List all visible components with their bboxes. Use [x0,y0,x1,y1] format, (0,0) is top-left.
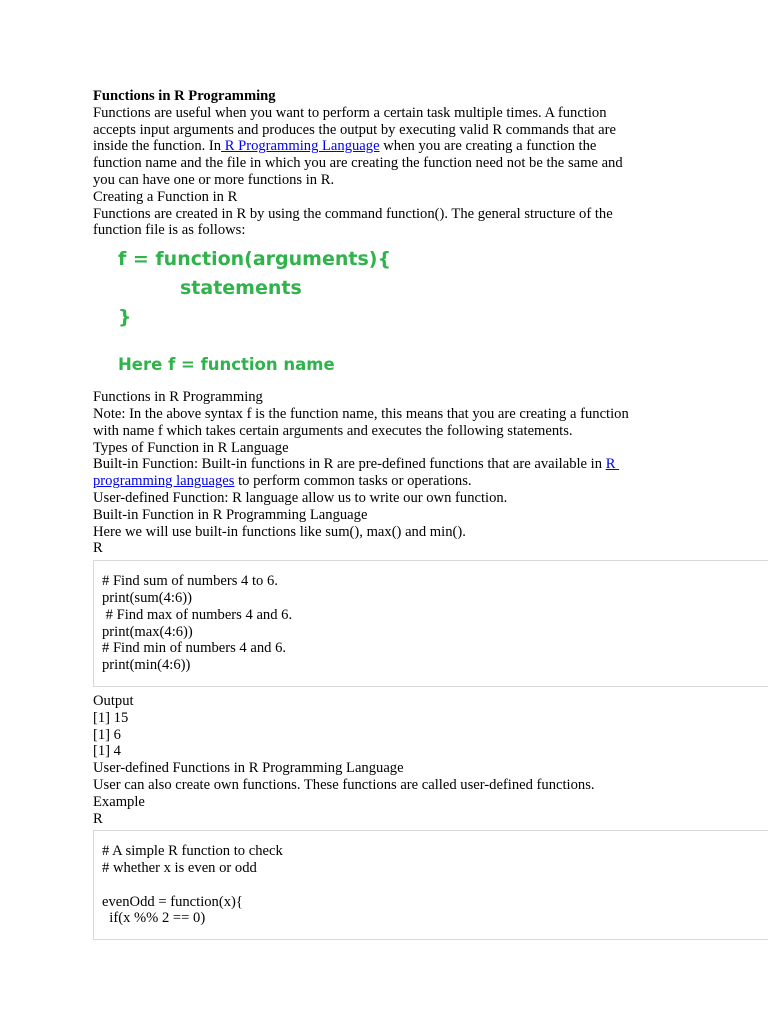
code-line: # whether x is even or odd [102,860,257,877]
intro-line: function name and the file in which you are creating the function need not be the same and [93,155,623,172]
output-line: [1] 4 [93,743,121,760]
userdefined-desc: User can also create own functions. These functions are called user-defined functions. [93,776,595,793]
builtin-text: to perform common tasks or operations. [234,473,472,490]
code-line: print(max(4:6)) [102,623,193,640]
section-heading-creating: Creating a Function in R [93,188,238,205]
code-language-label: R [93,540,103,557]
code-line: print(min(4:6)) [102,657,191,674]
intro-text: when you are creating a function the [379,138,597,155]
section-heading-builtin: Built-in Function in R Programming Language [93,506,368,523]
figure-caption-text: Functions in R Programming [93,389,263,406]
figure-line: } [118,306,132,329]
section-heading-userdefined: User-defined Functions in R Programming Language [93,760,404,777]
output-line: [1] 15 [93,709,129,726]
output-line: [1] 6 [93,726,121,743]
code-line: # Find sum of numbers 4 to 6. [102,573,278,590]
userdef-line: User-defined Function: R language allow us to write our own function. [93,489,508,506]
r-language-link[interactable]: R Programming Language [221,138,380,155]
builtin-line [93,456,768,473]
figure-line: f = function(arguments){ [118,248,391,271]
intro-line: accepts input arguments and produces the output by executing valid R commands that are [93,121,616,138]
intro-line: you can have one or more functions in R. [93,171,335,188]
figure-caption: Here f = function name [118,355,335,375]
code-line: if(x %% 2 == 0) [102,910,206,927]
code-language-label: R [93,810,103,827]
figure-line: statements [180,277,302,300]
intro-line [93,138,768,155]
section-heading-types: Types of Function in R Language [93,439,289,456]
creating-line: function file is as follows: [93,222,246,239]
note-line: with name f which takes certain arguments and executes the following statements. [93,422,573,439]
output-label: Output [93,692,134,709]
r-programming-link[interactable]: R [605,456,620,473]
code-block-userdefined[interactable] [93,830,768,940]
document-page [93,88,768,946]
code-line: # A simple R function to check [102,843,283,860]
code-line: # Find max of numbers 4 and 6. [102,606,293,623]
code-block-builtin[interactable] [93,560,768,687]
intro-paragraph [93,105,768,189]
syntax-figure [93,249,768,385]
code-line: print(sum(4:6)) [102,589,192,606]
builtin-desc: Here we will use built-in functions like sum(), max() and min(). [93,523,466,540]
page-title: Functions in R Programming [93,88,276,104]
code-line: # Find min of numbers 4 and 6. [102,640,287,657]
intro-line: Functions are useful when you want to perform a certain task multiple times. A function [93,104,607,121]
r-programming-link[interactable]: programming languages [93,473,235,490]
example-label: Example [93,793,145,810]
builtin-line [93,473,768,490]
code-line: evenOdd = function(x){ [102,893,243,910]
code-line [102,877,768,894]
intro-text: inside the function. In [93,138,222,155]
builtin-text: Built-in Function: Built-in functions in R are pre-defined functions that are available in [93,456,606,473]
note-line: Note: In the above syntax f is the function name, this means that you are creating a function [93,405,629,422]
creating-line: Functions are created in R by using the command function(). The general structure of the [93,205,613,222]
